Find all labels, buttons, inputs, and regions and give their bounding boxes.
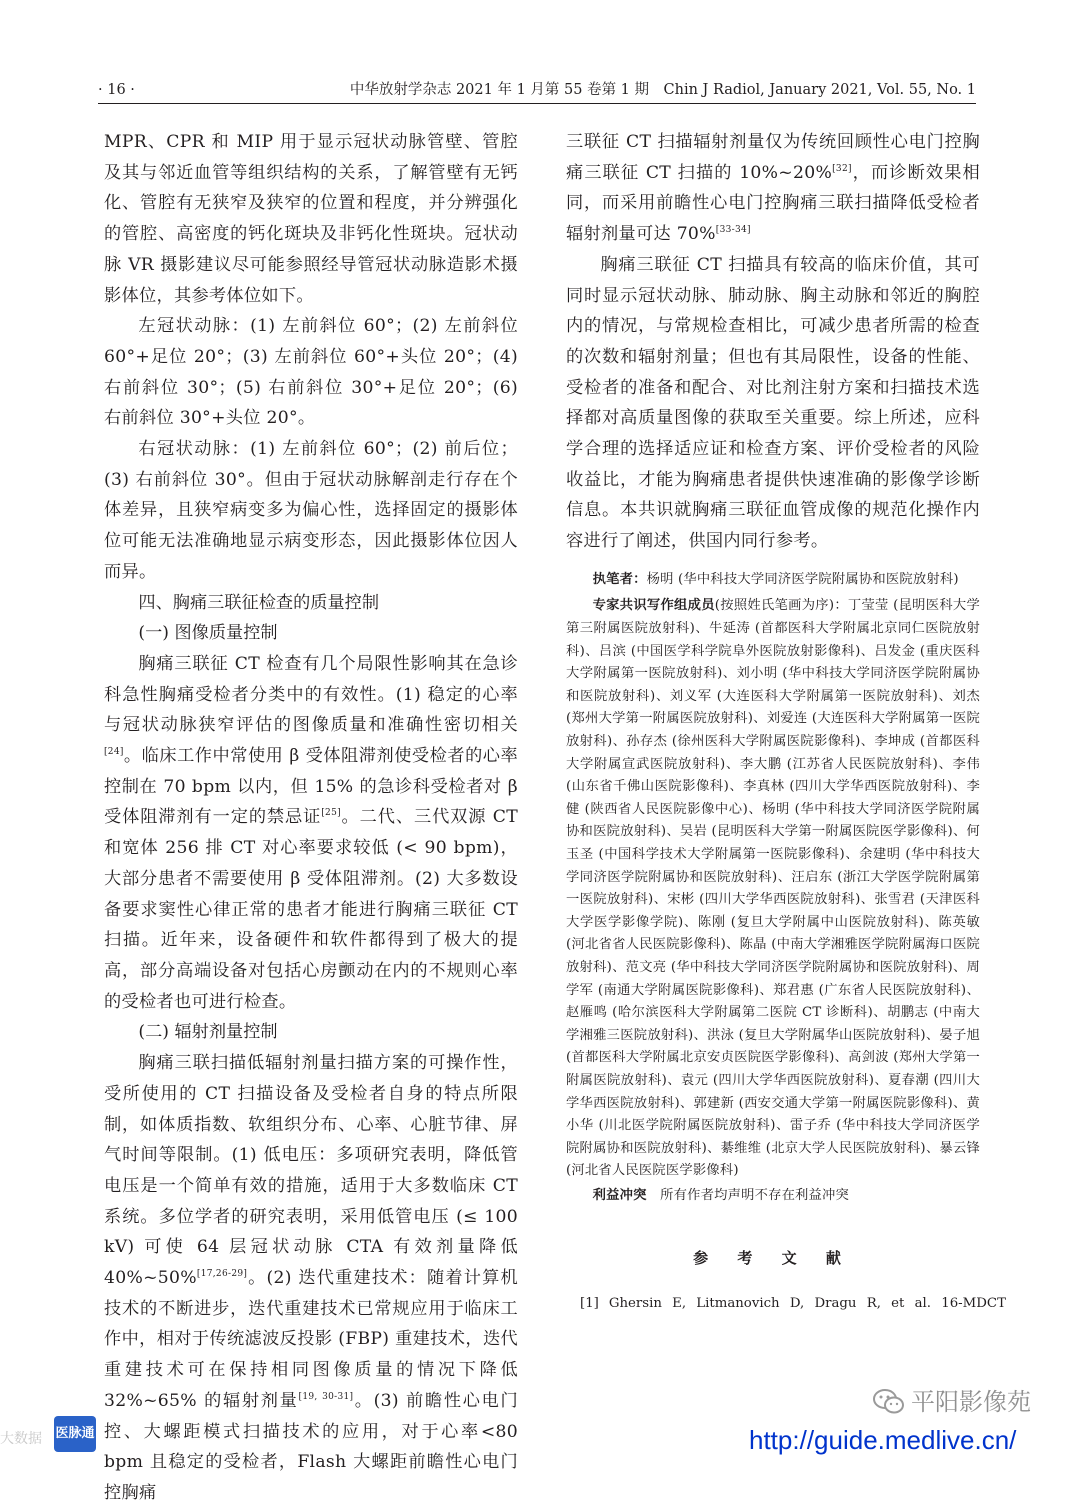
wechat-icon (873, 1388, 905, 1416)
medlive-logo-sub: 大数据 (0, 1431, 42, 1447)
header-rule (98, 103, 976, 104)
left-column (104, 127, 518, 1509)
citation: [33-34] (715, 225, 751, 236)
paragraph: 胸痛三联征 CT 检查有几个局限性影响其在急诊科急性胸痛受检者分类中的有效性。(1) 稳定的心率与冠状动脉狭窄评估的图像质量和准确性密切相关[24]。临床工作中常使用 β 受体阻滞剂使受检者的心率控制在 70 bpm 以内，但 15% 的急诊科受检者对 β 受体阻滞剂有一定的禁忌证[25]。二代、三代双源 CT 和宽体 256 排 CT 对心率要求较低 (< 90 bpm)，大部分患者不需要使用 β 受体阻滞剂。(2) 大多数设备要求窦性心律正常的患者才能进行胸痛三联征 CT 扫描。近年来，设备硬件和软件都得到了极大的提高，部分高端设备对包括心房颤动在内的不规则心率的受检者也可进行检查。 (104, 653, 518, 1012)
conflict-note: 利益冲突 所有作者均声明不存在利益冲突 (592, 1187, 850, 1203)
citation: [32] (832, 163, 852, 174)
members-note: 专家共识写作组成员(按照姓氏笔画为序)：丁莹莹 (昆明医科大学第三附属医院放射科)、牛延涛 (首都医科大学附属北京同仁医院放射科)、吕滨 (中国医学科学院阜外医院放射影像科)、吕发金 (重庆医科大学附属第一医院放射科)、刘小明 (华中科技大学同济医学院附属协和医院放射科)、刘义军 (大连医科大学附属第一医院放射科)、刘杰 (郑州大学第一附属医院放射科)、刘爱连 (大连医科大学附属第一医院放射科)、孙存杰 (徐州医科大学附属医院影像科)、李坤成 (首都医科大学附属宣武医院放射科)、李大鹏 (江苏省人民医院放射科)、李伟 (山东省千佛山医院影像科)、李真林 (四川大学华西医院放射科)、李健 (陕西省人民医院影像中心)、杨明 (华中科技大学同济医学院附属协和医院放射科)、吴岩 (昆明医科大学第一附属医院医学影像科)、何玉圣 (中国科学技术大学附属第一医院影像科)、余建明 (华中科技大学同济医学院附属协和医院放射科)、汪启东 (浙江大学医学院附属第一医院放射科)、宋彬 (四川大学华西医院放射科)、张雪君 (天津医科大学医学影像学院)、陈刚 (复旦大学附属中山医院放射科)、陈英敏 (河北省省人民医院影像科)、陈晶 (中南大学湘雅医学院附属海口医院放射科)、范文亮 (华中科技大学同济医学院附属协和医院放射科)、周学军 (南通大学附属医院影像科)、郑君惠 (广东省人民医院放射科)、赵雁鸣 (哈尔滨医科大学附属第二医院 CT 诊断科)、胡鹏志 (中南大学湘雅三医院放射科)、洪泳 (复旦大学附属华山医院放射科)、晏子旭 (首都医科大学附属北京安贞医院医学影像科)、高剑波 (郑州大学第一附属医院放射科)、袁元 (四川大学华西医院放射科)、夏春潮 (四川大学华西医院放射科)、郭建新 (西安交通大学第一附属医院影像科)、黄小华 (川北医学院附属医院放射科)、雷子乔 (华中科技大学同济医学院附属协和医院放射科)、綦维维 (北京大学人民医院放射科)、暴云锋 (河北省人民医院医学影像科) (566, 598, 980, 1179)
right-column (566, 127, 1006, 1315)
subsection-heading: (二) 辐射剂量控制 (138, 1022, 278, 1043)
paragraph: MPR、CPR 和 MIP 用于显示冠状动脉管壁、管腔及其与邻近血管等组织结构的关系，了解管壁有无钙化、管腔有无狭窄及狭窄的位置和程度，并分辨强化的管腔、高密度的钙化斑块及非钙化性斑块。冠状动脉 VR 摄影建议尽可能参照经导管冠状动脉造影术摄影体位，其参考体位如下。 (104, 132, 518, 306)
page-number: · 16 · (98, 82, 135, 98)
references-title: 参 考 文 献 (693, 1249, 853, 1268)
citation: [17,26-29] (196, 1269, 248, 1280)
running-header (98, 78, 976, 102)
paragraph: 右冠状动脉：(1) 左前斜位 60°；(2) 前后位；(3) 右前斜位 30°。但由于冠状动脉解剖走行存在个体差异，且狭窄病变多为偏心性，选择固定的摄影体位可能无法准确地显示病变形态，因此摄影体位因人而异。 (104, 439, 518, 582)
subsection-heading: (一) 图像质量控制 (138, 623, 278, 644)
citation: [19, 30-31] (298, 1391, 354, 1402)
paragraph: 左冠状动脉：(1) 左前斜位 60°；(2) 左前斜位 60°+足位 20°；(3) 左前斜位 60°+头位 20°；(4) 右前斜位 30°；(5) 右前斜位 30°+足位 20°；(6) 右前斜位 30°+头位 20°。 (104, 316, 518, 429)
journal-info: 中华放射学杂志 2021 年 1 月第 55 卷第 1 期 Chin J Radiol, January 2021, Vol. 55, No. 1 (349, 82, 976, 98)
paragraph: 三联征 CT 扫描辐射剂量仅为传统回顾性心电门控胸痛三联征 CT 扫描的 10%~20%[32]，而诊断效果相同，而采用前瞻性心电门控胸痛三联扫描降低受检者辐射剂量可达 70%[33-34] (566, 132, 981, 245)
reference-item: [1] Ghersin E, Litmanovich D, Dragu R, et al. 16-MDCT (580, 1296, 1006, 1312)
paragraph: 胸痛三联扫描低辐射剂量扫描方案的可操作性，受所使用的 CT 扫描设备及受检者自身的特点所限制，如体质指数、软组织分布、心率、心脏节律、屏气时间等限制。(1) 低电压：多项研究表明，降低管电压是一个简单有效的措施，适用于大多数临床 CT 系统。多位学者的研究表明，采用低管电压 (≤ 100 kV) 可使 64 层冠状动脉 CTA 有效剂量降低 40%~50%[17,26-29]。(2) 迭代重建技术：随着计算机技术的不断进步，迭代重建技术已常规应用于临床工作中，相对于传统滤波反投影 (FBP) 重建技术，迭代重建技术可在保持相同图像质量的情况下降低 32%~65% 的辐射剂量[19, 30-31]。(3) 前瞻性心电门控、大螺距模式扫描技术的应用，对于心率<80 bpm 且稳定的受检者，Flash 大螺距前瞻性心电门控胸痛 (104, 1053, 518, 1503)
citation: [24] (104, 747, 124, 758)
citation: [25] (321, 808, 341, 819)
paragraph: 胸痛三联征 CT 扫描具有较高的临床价值，其可同时显示冠状动脉、肺动脉、胸主动脉和邻近的胸腔内的情况，与常规检查相比，可减少患者所需的检查的次数和辐射剂量；但也有其局限性，设备的性能、受检者的准备和配合、对比剂注射方案和扫描技术选择都对高质量图像的获取至关重要。综上所述，应科学合理的选择适应证和检查方案、评价受检者的风险收益比，才能为胸痛患者提供快速准确的影像学诊断信息。本共识就胸痛三联征血管成像的规范化操作内容进行了阐述，供国内同行参考。 (566, 254, 980, 552)
section-heading: 四、胸痛三联征检查的质量控制 (138, 592, 380, 613)
medlive-logo: 医脉通 (54, 1416, 96, 1452)
wechat-watermark (873, 1385, 1047, 1419)
wechat-name: 平阳影像苑 (911, 1388, 1031, 1416)
author-note: 执笔者：杨明 (华中科技大学同济医学院附属协和医院放射科) (592, 571, 959, 587)
source-url[interactable]: http://guide.medlive.cn/ (749, 1425, 1017, 1455)
